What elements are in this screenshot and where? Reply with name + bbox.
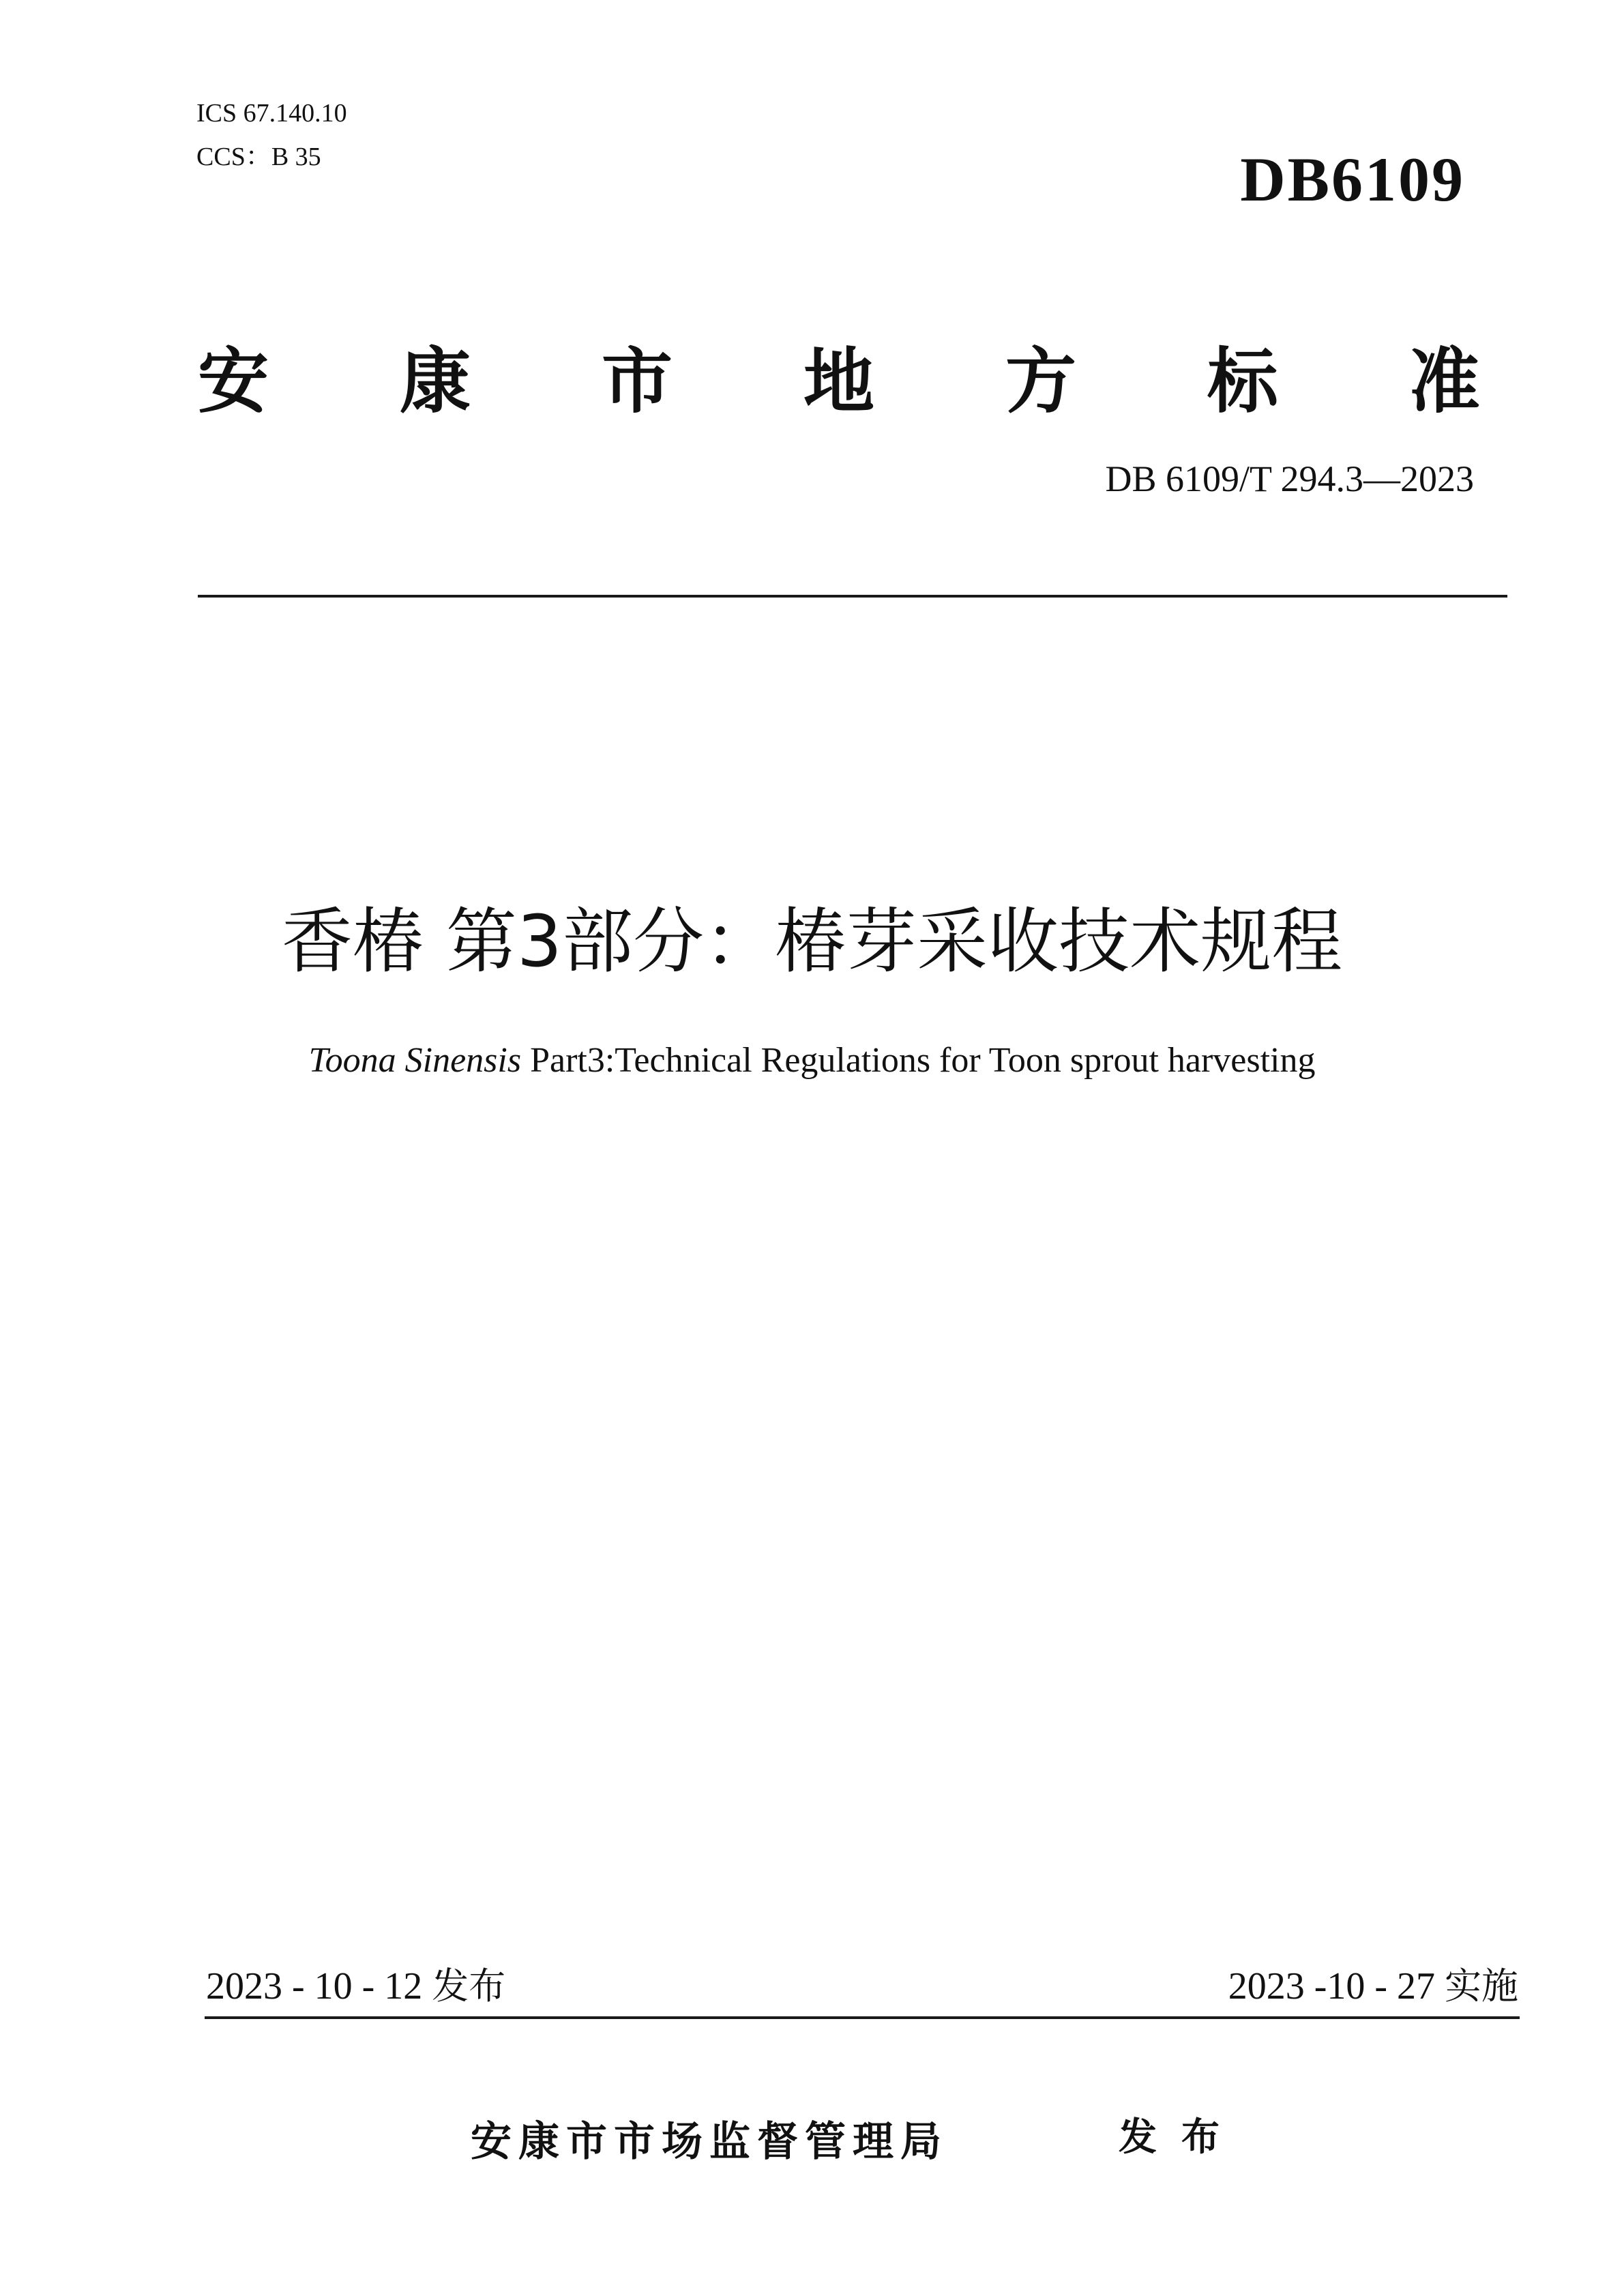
- standard-type-heading: [198, 327, 1480, 423]
- implementation-date-value: 2023 -10 - 27: [1228, 1965, 1435, 2007]
- issue-date-label: 发布: [432, 1964, 506, 2007]
- db-code: DB6109: [1240, 145, 1465, 214]
- top-divider: [198, 595, 1507, 598]
- standard-type-char: 方: [1005, 340, 1076, 423]
- issue-date: [206, 1962, 505, 2011]
- bottom-divider: [205, 2016, 1520, 2019]
- standard-type-char: 准: [1408, 340, 1480, 423]
- standard-type-char: 地: [803, 340, 874, 423]
- title-english: [0, 1037, 1624, 1085]
- title-chinese: 香椿 第3部分：椿芽采收技术规程: [281, 900, 1343, 983]
- standard-type-char: 安: [198, 340, 269, 423]
- standard-type-char: 市: [601, 340, 673, 423]
- publish-label: 发布: [1119, 2115, 1244, 2160]
- standard-type-char: 标: [1207, 340, 1278, 423]
- title-english-rest: Part3:Technical Regulations for Toon sprout harvesting: [521, 1041, 1316, 1080]
- publisher-name: 安康市市场监督管理局: [471, 2118, 948, 2166]
- title-english-latin-name: Toona Sinensis: [308, 1041, 522, 1080]
- implementation-date-label: 实施: [1445, 1964, 1518, 2007]
- standard-type-char: 康: [399, 340, 471, 423]
- issue-date-value: 2023 - 10 - 12: [206, 1965, 423, 2007]
- implementation-date: [1228, 1962, 1518, 2011]
- standard-number: DB 6109/T 294.3—2023: [1105, 458, 1474, 499]
- ccs-code: CCS：B 35: [196, 143, 321, 171]
- ics-code: ICS 67.140.10: [196, 99, 347, 128]
